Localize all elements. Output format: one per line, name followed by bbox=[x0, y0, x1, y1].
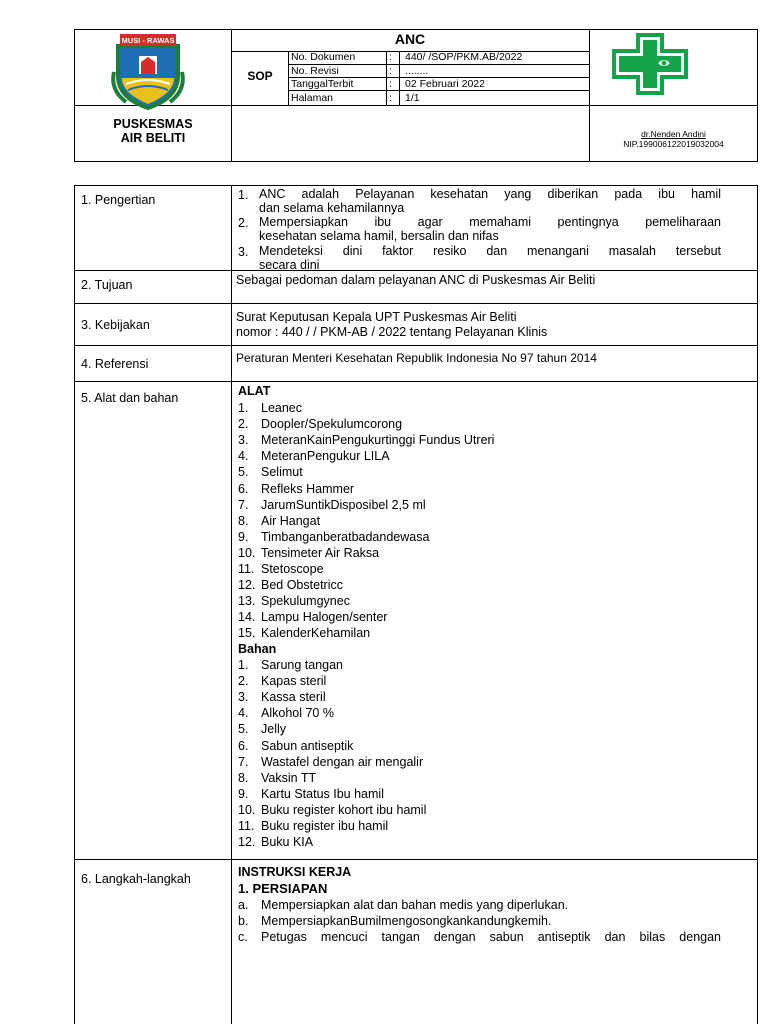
table-divider bbox=[74, 303, 758, 304]
text-line: Mempersiapkan ibu agar memahami pentingnya pemeliharaan bbox=[259, 215, 721, 229]
document-title: ANC bbox=[394, 31, 426, 47]
signer-nip: NIP.199006122019032004 bbox=[623, 139, 724, 149]
list-item: Kassa steril bbox=[261, 690, 326, 705]
section-label-langkah: 6. Langkah-langkah bbox=[81, 872, 191, 886]
puskesmas-logo bbox=[612, 33, 688, 95]
list-number: 10. bbox=[238, 802, 256, 817]
list-item: MeteranKainPengukurtinggi Fundus Utreri bbox=[261, 433, 495, 448]
tujuan-text: Sebagai pedoman dalam pelayanan ANC di Puskesmas Air Beliti bbox=[236, 273, 596, 287]
kebijakan-line: Surat Keputusan Kepala UPT Puskesmas Air Beliti bbox=[236, 310, 517, 324]
table-divider bbox=[74, 381, 758, 382]
info-value: 02 Februari 2022 bbox=[405, 78, 485, 90]
list-number: 5. bbox=[238, 722, 249, 737]
info-label: No. Revisi bbox=[291, 64, 339, 77]
list-number: 15. bbox=[238, 626, 256, 641]
list-item: Tensimeter Air Raksa bbox=[261, 545, 380, 560]
list-item: Timbanganberatbadandewasa bbox=[261, 529, 430, 544]
sop-label: SOP bbox=[247, 69, 273, 83]
alat-heading: ALAT bbox=[238, 384, 271, 398]
institution-line: AIR BELITI bbox=[120, 131, 186, 145]
list-number: 3. bbox=[238, 690, 249, 705]
section-label-tujuan: 2. Tujuan bbox=[81, 278, 133, 292]
list-number: 6. bbox=[238, 738, 249, 753]
step-letter: b. bbox=[238, 914, 249, 928]
list-number: 1. bbox=[238, 188, 249, 202]
text-line: Mendeteksi dini faktor resiko dan menangani masalah tersebut bbox=[259, 244, 721, 258]
section-label-referensi: 4. Referensi bbox=[81, 357, 149, 371]
section-label-alat-bahan: 5. Alat dan bahan bbox=[81, 391, 179, 405]
list-number: 9. bbox=[238, 786, 249, 801]
info-label: TanggalTerbit bbox=[291, 78, 354, 90]
emblem-text: MUSI - RAWAS bbox=[121, 36, 175, 45]
list-item: Lampu Halogen/senter bbox=[261, 610, 388, 625]
signer-name: dr.Nenden Andini bbox=[641, 129, 706, 139]
info-separator: : bbox=[389, 51, 392, 63]
list-item: Alkohol 70 % bbox=[261, 706, 334, 721]
list-number: 8. bbox=[238, 513, 249, 528]
list-item: Spekulumgynec bbox=[261, 594, 350, 609]
info-separator: : bbox=[389, 64, 392, 77]
list-number: 4. bbox=[238, 706, 249, 721]
list-number: 5. bbox=[238, 465, 249, 480]
info-row bbox=[288, 78, 589, 92]
list-item: MeteranPengukur LILA bbox=[261, 449, 390, 464]
list-number: 14. bbox=[238, 610, 256, 625]
list-item: Buku KIA bbox=[261, 835, 314, 850]
list-item bbox=[259, 188, 721, 215]
info-row bbox=[288, 65, 589, 79]
info-label: No. Dokumen bbox=[291, 51, 356, 63]
info-value: 1/1 bbox=[405, 91, 420, 104]
list-item: Vaksin TT bbox=[261, 770, 317, 785]
musi-rawas-emblem bbox=[108, 32, 188, 110]
list-item: Sarung tangan bbox=[261, 658, 344, 672]
list-item: Refleks Hammer bbox=[261, 481, 355, 496]
text-line: secara dini bbox=[259, 257, 320, 272]
list-item: Buku register ibu hamil bbox=[261, 819, 389, 833]
persiapan-heading: 1. PERSIAPAN bbox=[238, 881, 328, 896]
list-item: Doopler/Spekulumcorong bbox=[261, 417, 403, 432]
list-item: Leanec bbox=[261, 401, 303, 415]
list-item: Buku register kohort ibu hamil bbox=[261, 802, 427, 817]
list-item: Sabun antiseptik bbox=[261, 738, 354, 753]
table-divider bbox=[74, 345, 758, 346]
step-text: Petugas mencuci tangan dengan sabun antiseptik dan bilas dengan bbox=[261, 930, 721, 944]
list-number: 2. bbox=[238, 674, 249, 689]
list-number: 7. bbox=[238, 754, 249, 769]
list-number: 10. bbox=[238, 545, 256, 560]
institution-line: PUSKESMAS bbox=[113, 117, 193, 131]
list-number: 8. bbox=[238, 770, 249, 785]
info-row bbox=[288, 51, 589, 65]
list-number: 9. bbox=[238, 529, 249, 544]
step-text: Mempersiapkan alat dan bahan medis yang diperlukan. bbox=[261, 898, 569, 912]
list-item: Jelly bbox=[261, 722, 287, 737]
step-text: MempersiapkanBumilmengosongkankandungkemih. bbox=[261, 914, 552, 928]
list-number: 4. bbox=[238, 449, 249, 464]
table-divider bbox=[74, 859, 758, 860]
list-item: Kartu Status Ibu hamil bbox=[261, 786, 384, 801]
step-letter: c. bbox=[238, 930, 248, 944]
kebijakan-line: nomor : 440 / / PKM-AB / 2022 tentang Pelayanan Klinis bbox=[236, 325, 548, 339]
info-value: 440/ /SOP/PKM.AB/2022 bbox=[405, 51, 523, 63]
list-number: 7. bbox=[238, 497, 249, 512]
instruksi-heading: INSTRUKSI KERJA bbox=[238, 865, 352, 879]
info-value: ........ bbox=[405, 64, 429, 77]
list-number: 12. bbox=[238, 835, 256, 850]
header-divider bbox=[231, 29, 232, 162]
bahan-heading: Bahan bbox=[238, 642, 277, 656]
info-label: Halaman bbox=[291, 91, 334, 104]
text-line: ANC adalah Pelayanan kesehatan yang diberikan pada ibu hamil bbox=[259, 187, 721, 201]
list-number: 13. bbox=[238, 594, 256, 609]
institution-name bbox=[75, 117, 231, 145]
list-item: Wastafel dengan air mengalir bbox=[261, 754, 424, 769]
list-number: 3. bbox=[238, 245, 249, 259]
referensi-text: Peraturan Menteri Kesehatan Republik Indonesia No 97 tahun 2014 bbox=[236, 351, 597, 365]
list-item: Air Hangat bbox=[261, 513, 321, 528]
section-label-pengertian: 1. Pengertian bbox=[81, 193, 156, 207]
list-item: Selimut bbox=[261, 465, 303, 480]
list-item bbox=[259, 216, 721, 243]
info-row bbox=[288, 92, 589, 106]
info-separator: : bbox=[389, 78, 392, 90]
list-number: 12. bbox=[238, 578, 256, 593]
list-number: 3. bbox=[238, 433, 249, 448]
list-number: 6. bbox=[238, 481, 249, 496]
list-number: 2. bbox=[238, 216, 249, 230]
list-number: 1. bbox=[238, 401, 249, 415]
document-info bbox=[288, 51, 589, 105]
list-item bbox=[259, 245, 721, 272]
list-item: KalenderKehamilan bbox=[261, 626, 371, 641]
text-line: kesehatan selama hamil, bersalin dan nifas bbox=[259, 228, 499, 243]
list-item: Stetoscope bbox=[261, 562, 324, 576]
list-number: 2. bbox=[238, 417, 249, 432]
list-item: Bed Obstetricc bbox=[261, 578, 343, 593]
step-letter: a. bbox=[238, 898, 249, 912]
info-separator: : bbox=[389, 91, 392, 104]
text-line: dan selama kehamilannya bbox=[259, 200, 405, 215]
list-item: JarumSuntikDisposibel 2,5 ml bbox=[261, 497, 426, 512]
list-number: 1. bbox=[238, 658, 249, 672]
section-label-kebijakan: 3. Kebijakan bbox=[81, 318, 150, 332]
list-number: 11. bbox=[238, 819, 255, 833]
table-divider bbox=[231, 185, 232, 1024]
list-item: Kapas steril bbox=[261, 674, 327, 689]
list-number: 11. bbox=[238, 562, 255, 576]
